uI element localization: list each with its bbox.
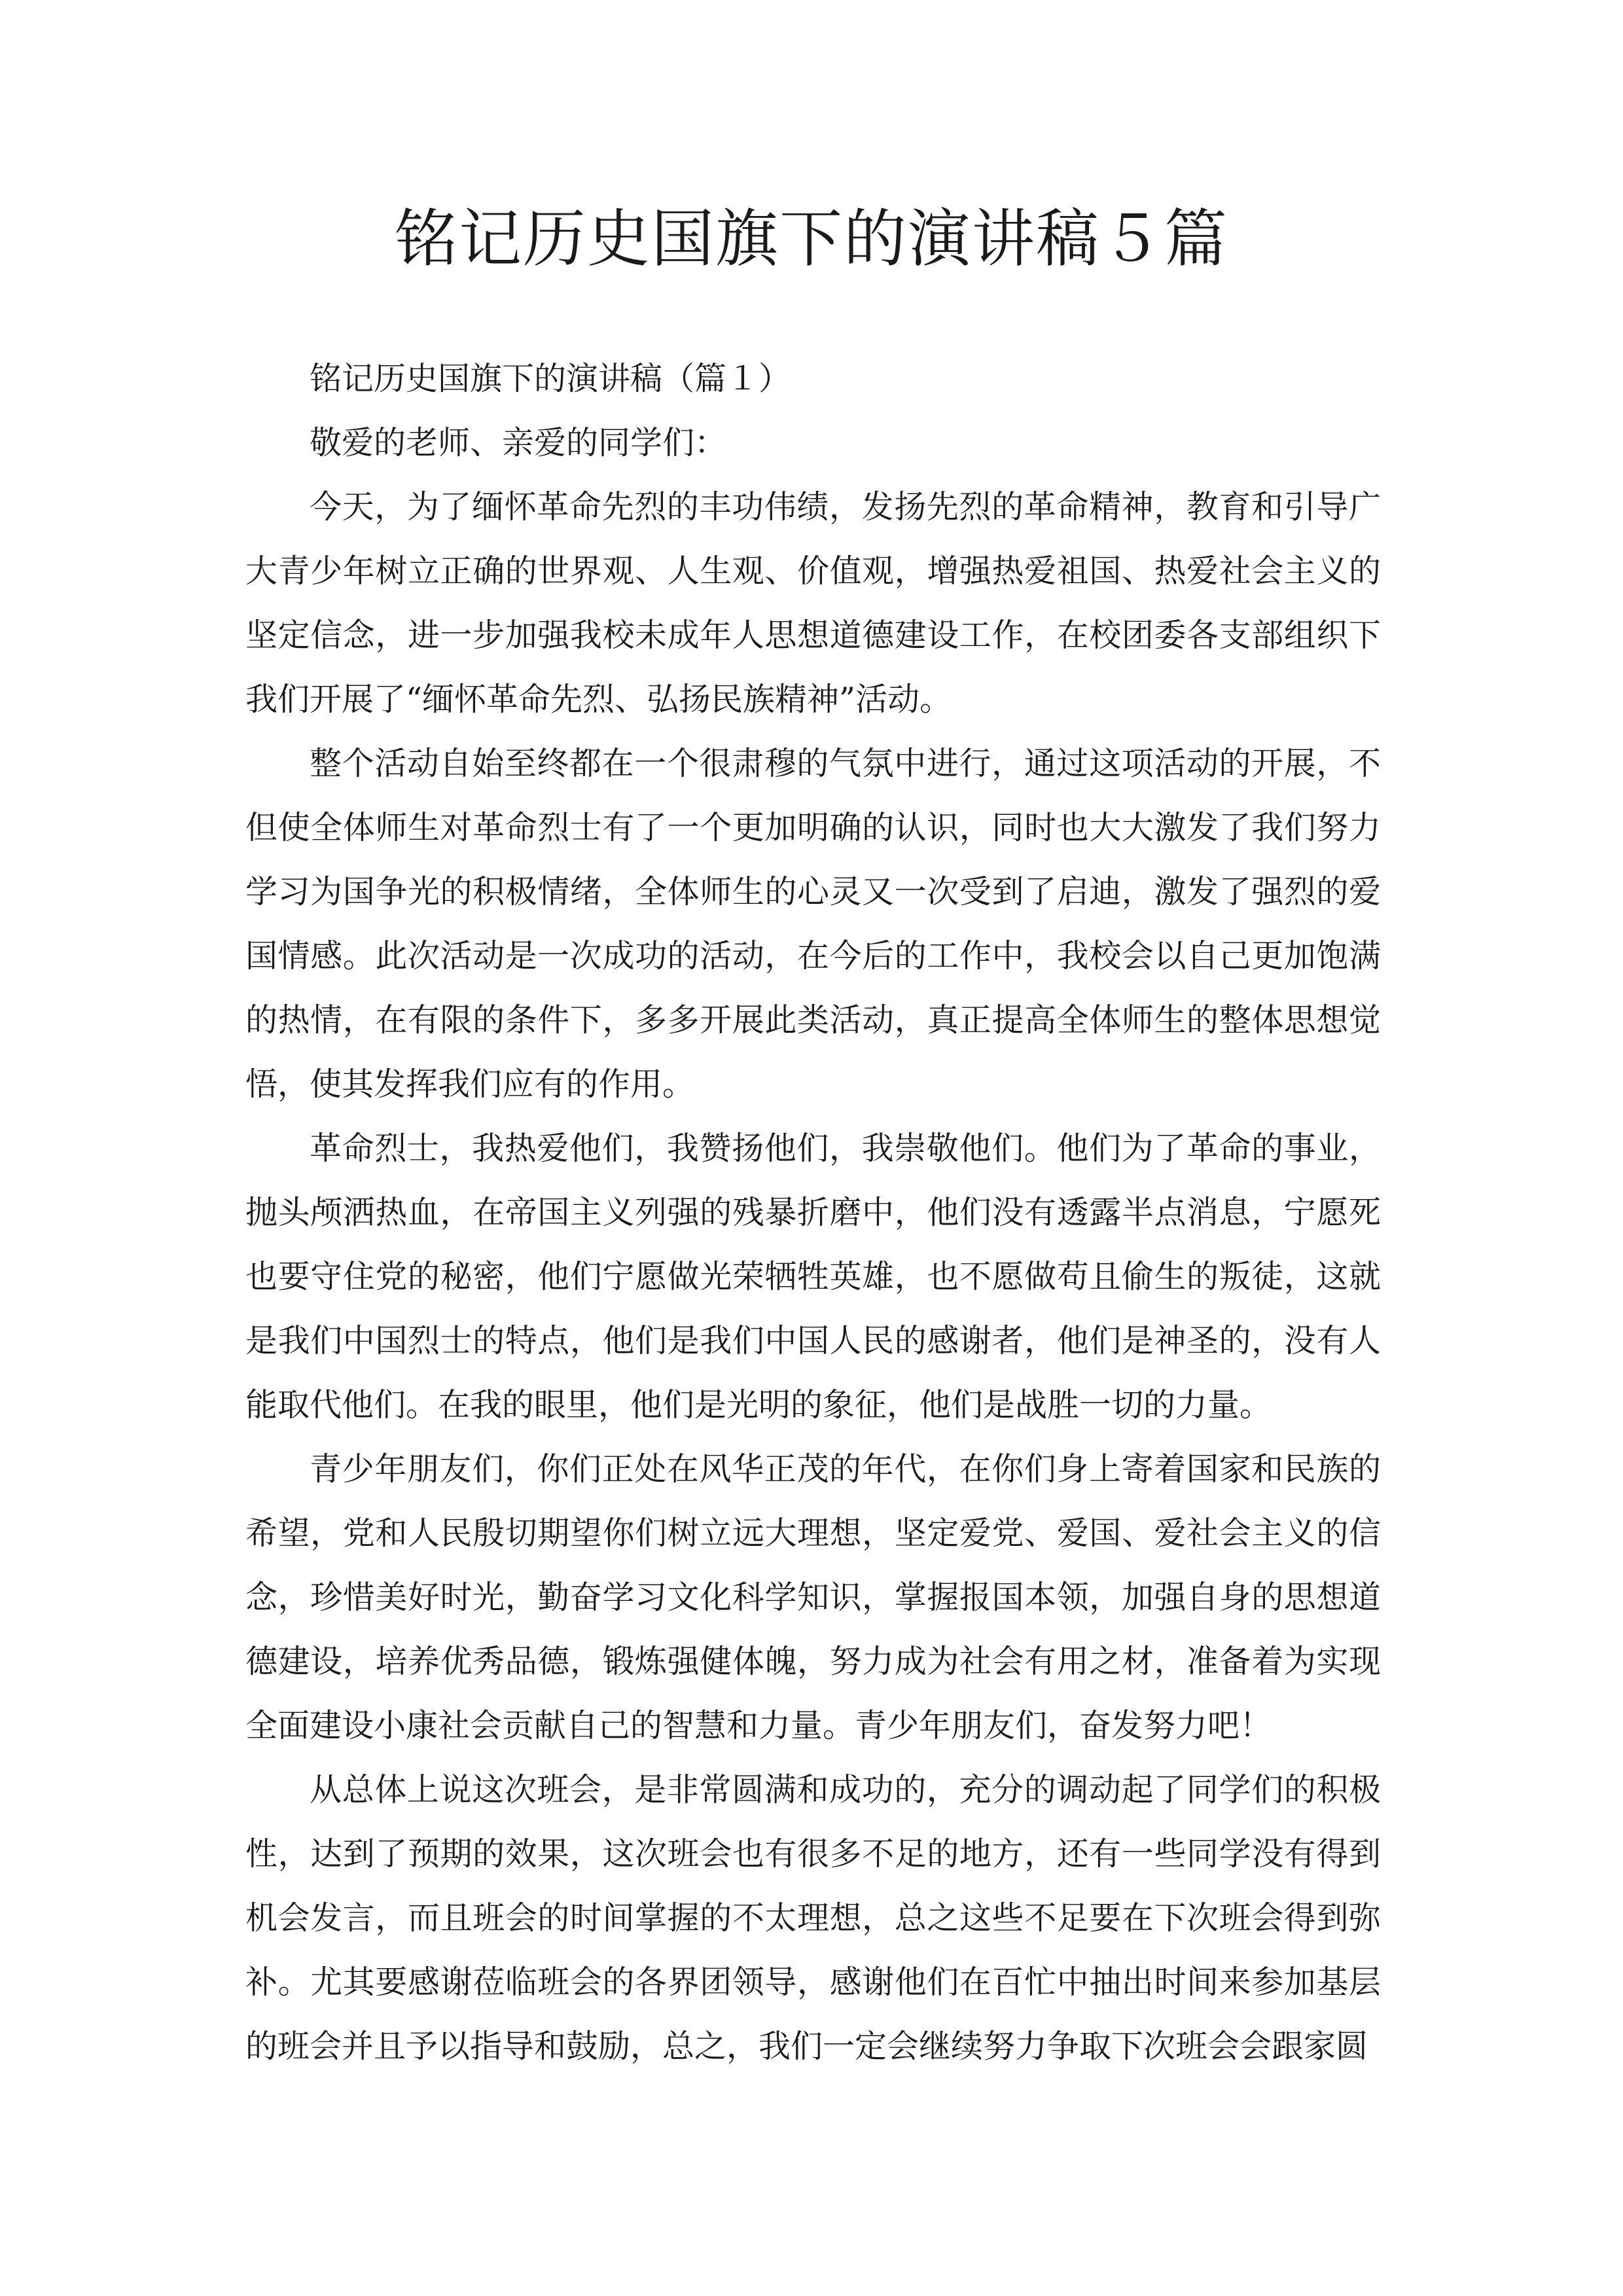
paragraph-heading: 铭记历史国旗下的演讲稿（篇１） [310,360,791,397]
paragraph: 从总体上说这次班会，是非常圆满和成功的，充分的调动起了同学们的积极性，达到了预期的效果，这次班会也有很多不足的地方，还有一些同学没有得到机会发言，而且班会的时间掌握的不太理想，总之这些不足要在下次班会得到弥补。尤其要感谢莅临班会的各界团领导，感谢他们在百忙中抽出时间来参加基层的班会并且予以指导和鼓励，总之，我们一定会继续努力争取下次班会会跟家圆 [245,1771,1381,2065]
paragraph: 革命烈士，我热爱他们，我赞扬他们，我崇敬他们。他们为了革命的事业，抛头颅洒热血，在帝国主义列强的残暴折磨中，他们没有透露半点消息，宁愿死也要守住党的秘密，他们宁愿做光荣牺牲英雄，也不愿做苟且偷生的叛徒，这就是我们中国烈士的特点，他们是我们中国人民的感谢者，他们是神圣的，没有人能取代他们。在我的眼里，他们是光明的象征，他们是战胜一切的力量。 [245,1130,1381,1424]
paragraph-salutation: 敬爱的老师、亲爱的同学们： [310,424,727,461]
document-title: 铭记历史国旗下的演讲稿５篇 [395,202,1228,276]
paragraph: 整个活动自始至终都在一个很肃穆的气氛中进行，通过这项活动的开展，不但使全体师生对革命烈士有了一个更加明确的认识，同时也大大激发了我们努力学习为国争光的积极情绪，全体师生的心灵又一次受到了启迪，激发了强烈的爱国情感。此次活动是一次成功的活动，在今后的工作中，我校会以自己更加饱满的热情，在有限的条件下，多多开展此类活动，真正提高全体师生的整体思想觉悟，使其发挥我们应有的作用。 [245,745,1381,1103]
paragraph: 青少年朋友们，你们正处在风华正茂的年代，在你们身上寄着国家和民族的希望，党和人民殷切期望你们树立远大理想，坚定爱党、爱国、爱社会主义的信念，珍惜美好时光，勤奋学习文化科学知识，掌握报国本领，加强自身的思想道德建设，培养优秀品德，锻炼强健体魄，努力成为社会有用之材，准备着为实现全面建设小康社会贡献自己的智慧和力量。青少年朋友们，奋发努力吧！ [245,1450,1381,1744]
document-body [245,347,1381,2079]
paragraph: 今天，为了缅怀革命先烈的丰功伟绩，发扬先烈的革命精神，教育和引导广大青少年树立正确的世界观、人生观、价值观，增强热爱祖国、热爱社会主义的坚定信念，进一步加强我校未成年人思想道德建设工作，在校团委各支部组织下我们开展了“缅怀革命先烈、弘扬民族精神”活动。 [245,488,1381,718]
